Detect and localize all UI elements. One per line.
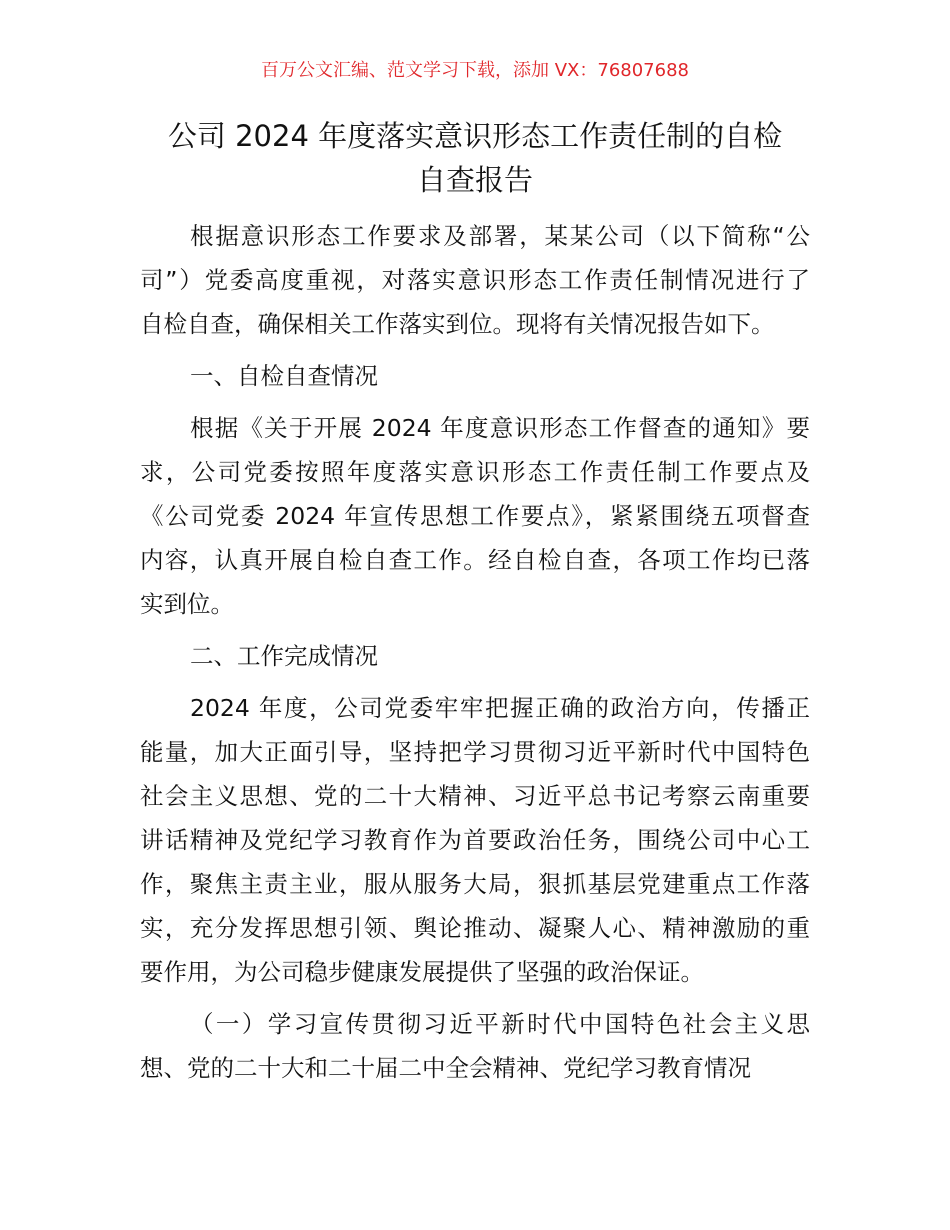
text-line: 根据《关于开展 2024 年度意识形态工作督查的通知》要 <box>190 414 810 442</box>
text-line: 司”）党委高度重视，对落实意识形态工作责任制情况进行了 <box>140 266 810 294</box>
title-line: 自查报告 <box>416 163 533 197</box>
text-line: 内容，认真开展自检自查工作。经自检自查，各项工作均已落 <box>140 546 810 574</box>
header-banner: 百万公文汇编、范文学习下载，添加 VX：76807688 <box>261 60 689 81</box>
text-line: 一、自检自查情况 <box>190 362 378 390</box>
paragraph <box>140 686 810 994</box>
text-line: （一）学习宣传贯彻习近平新时代中国特色社会主义思 <box>190 1010 810 1038</box>
title-line: 公司 2024 年度落实意识形态工作责任制的自检 <box>167 119 783 153</box>
paragraph <box>140 214 810 346</box>
paragraph <box>140 406 810 626</box>
text-line: 社会主义思想、党的二十大精神、习近平总书记考察云南重要 <box>140 782 810 810</box>
text-line: 2024 年度，公司党委牢牢把握正确的政治方向，传播正 <box>190 694 810 722</box>
text-line: 实到位。 <box>140 590 234 618</box>
text-line: 讲话精神及党纪学习教育作为首要政治任务，围绕公司中心工 <box>140 826 810 854</box>
text-line: 二、工作完成情况 <box>190 642 378 670</box>
text-line: 想、党的二十大和二十届二中全会精神、党纪学习教育情况 <box>140 1054 751 1082</box>
document-title <box>130 114 820 202</box>
text-line: 根据意识形态工作要求及部署，某某公司（以下简称“公 <box>190 222 810 250</box>
section-heading <box>140 354 810 398</box>
text-line: 实，充分发挥思想引领、舆论推动、凝聚人心、精神激励的重 <box>140 914 810 942</box>
text-line: 求，公司党委按照年度落实意识形态工作责任制工作要点及 <box>140 458 810 486</box>
text-line: 《公司党委 2024 年宣传思想工作要点》，紧紧围绕五项督查 <box>140 502 810 530</box>
text-line: 作，聚焦主责主业，服从服务大局，狠抓基层党建重点工作落 <box>140 870 810 898</box>
text-line: 能量，加大正面引导，坚持把学习贯彻习近平新时代中国特色 <box>140 738 810 766</box>
text-line: 自检自查，确保相关工作落实到位。现将有关情况报告如下。 <box>140 310 775 338</box>
text-line: 要作用，为公司稳步健康发展提供了坚强的政治保证。 <box>140 958 704 986</box>
section-heading <box>140 634 810 678</box>
document-body <box>140 214 810 1098</box>
paragraph <box>140 1002 810 1090</box>
